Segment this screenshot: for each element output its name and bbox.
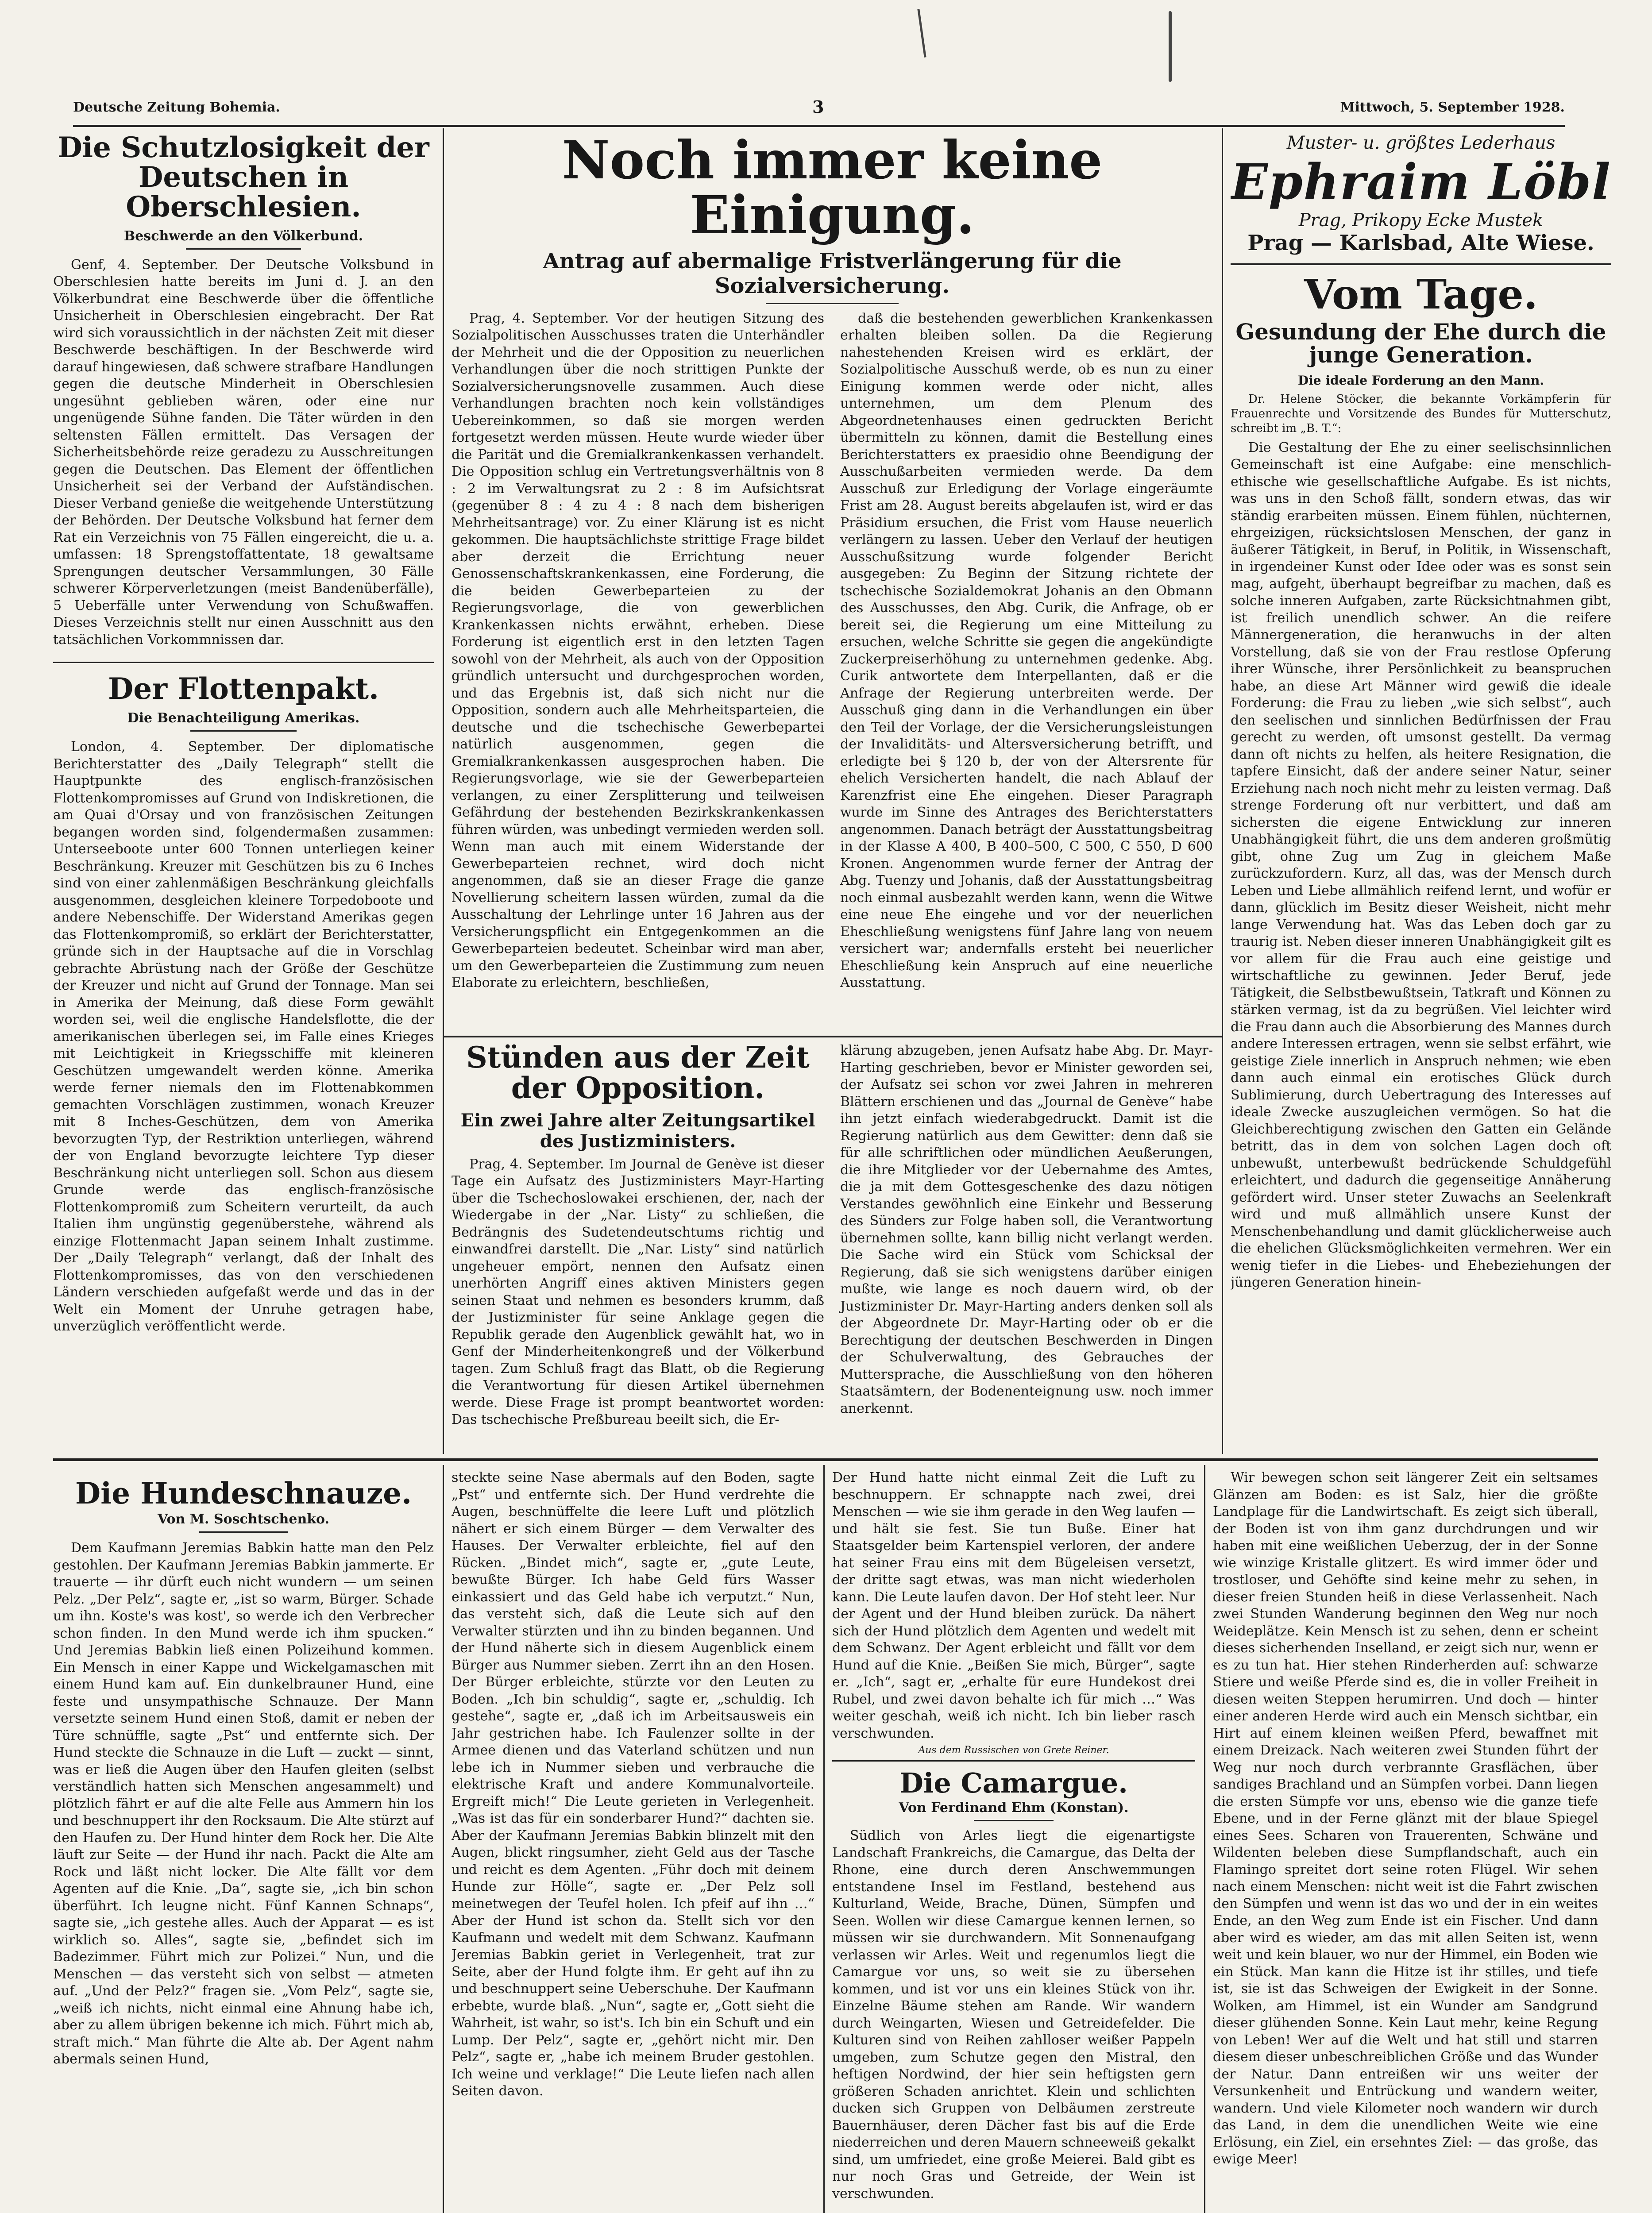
bottom-column-rule-1 <box>443 1465 444 2213</box>
bottom-column-rule-2 <box>823 1465 825 2213</box>
column-rule-2 <box>1222 128 1223 1454</box>
hund-col-2 <box>452 1469 814 2100</box>
kicker-vom-tage: Vom Tage. <box>1304 270 1538 318</box>
hund-col-2-wrap <box>452 1469 814 2213</box>
headline-gesundung: Gesundung der Ehe durch die junge Generation. <box>1235 318 1606 368</box>
article-schutzlosigkeit <box>53 133 434 648</box>
stunden-col-1-wrap <box>452 1042 824 1429</box>
article-einigung <box>452 133 1213 1027</box>
bottom-column-rule-3 <box>1204 1465 1205 2213</box>
subhead-einigung: Antrag auf abermalige Fristverlängerung für die Sozialversicherung. <box>543 248 1122 298</box>
column-left <box>53 133 434 1443</box>
masthead-page-number: 3 <box>812 97 824 117</box>
subhead-gesundung: Die ideale Forderung an den Mann. <box>1297 373 1544 388</box>
masthead-paper-name: Deutsche Zeitung Bohemia. <box>73 100 280 115</box>
masthead-date: Mittwoch, 5. September 1928. <box>1340 100 1565 115</box>
footnote-translation: Aus dem Russischen von Grete Reiner. <box>918 1745 1109 1756</box>
subhead-flottenpakt: Die Benachteiligung Amerikas. <box>127 710 360 726</box>
stunden-col-1 <box>452 1156 824 1429</box>
headline-stunden: Stünden aus der Zeit der Opposition. <box>466 1042 810 1106</box>
camargue-col-2-wrap <box>1213 1469 1598 2213</box>
ad-city: Prag — Karlsbad, Alte Wiese. <box>1247 231 1594 255</box>
article-separator <box>444 1036 1222 1037</box>
hund-col-1 <box>53 1540 434 2068</box>
feuilleton-rule <box>53 1458 1598 1461</box>
article-stunden <box>452 1042 1213 1450</box>
subhead-stunden: Ein zwei Jahre alter Zeitungsartikel des Justizministers. <box>460 1110 815 1152</box>
headline-flottenpakt: Der Flottenpakt. <box>108 671 379 706</box>
paragraph: klärung abzugeben, jenen Aufsatz habe Abg. Dr. Mayr-Harting geschrieben, bevor er Minister geworden sei, der Aufsatz sei schon vor zwei Jahren in mehreren Blättern erschienen und das „Journal de Genève“ habe ihn jetzt einfach wiederabgedruckt. Damit ist die Regierung natürlich aus dem Gewitter: denn daß sie für alle schriftlichen oder mündlichen Aeußerungen, die ihre Mitglieder vor der Uebernahme des Amtes, die ja mit dem Gottesgeschenke des dazu nötigen Verstandes gewöhnlich eine Einkehr und Besserung des Sünders zur Folge haben soll, die Verantwortung übernehmen sollte, kann billig nicht verlangt werden. Die Sache wird ein Stück vom Schicksal der Regierung, daß sie sich wenigstens darüber einigen mußte, wie lange es noch dauern wird, ob der Justizminister Dr. Mayr-Harting anders denken soll als der Abgeordnete Dr. Mayr-Harting oder ob er die Berechtigung der deutschen Beschwerden in Dingen der Schulverwaltung, des Gebrauches der Muttersprache, die Ausschließung von den höheren Staatsämtern, der Bodenenteignung usw. noch immer anerkennt. <box>840 1043 1213 1416</box>
headline-hundeschnauze: Die Hundeschnauze. <box>75 1476 412 1511</box>
body-gesundung <box>1231 440 1611 1292</box>
einigung-col-1 <box>452 310 824 992</box>
paragraph: Prag, 4. September. Vor der heutigen Sitzung des Sozialpolitischen Ausschusses traten die Unterhändler der Mehrheit und die der Opposition zu neuerlichen Verhandlungen über die noch strittigen Punkte der Sozialversicherungsnovelle zusammen. Auch diese Verhandlungen brachten noch kein vollständiges Uebereinkommen, so daß sie morgen werden fortgesetzt werden müssen. Heute wurde wieder über die Parität und die Gremialkrankenkassen verhandelt. Die Opposition schlug ein Vertretungsverhältnis von 8 : 2 im Verwaltungsrat zu 2 : 8 im Aufsichtsrat (gegenüber 8 : 4 zu 4 : 8 nach dem bisherigen Mehrheitsantrage) vor. Zu einer Klärung ist es nicht gekommen. Die hauptsächlichste strittige Frage bildet aber derzeit die Errichtung neuer Genossenschaftskrankenkassen, eine Forderung, die die beiden Gewerbeparteien zu der Regierungsvorlage, die von gewerblichen Krankenkassen nichts erwähnt, erheben. Diese Forderung ist eigentlich erst in den letzten Tagen sowohl von der Mehrheit, als auch von der Opposition gründlich untersucht und durchgesprochen worden, und das Ergebnis ist, daß sich nicht nur die Opposition, sondern auch alle Mehrheitsparteien, die deutsche und die tschechische Gewerbepartei natürlich ausgenommen, gegen die Gremialkrankenkassen ausgesprochen haben. Die Regierungsvorlage, wie sie der Gewerbeparteien verlangen, zu einer Zersplitterung und teilweisen Gefährdung der bestehenden Bezirkskrankenkassen führen würden, was unbedingt vermieden werden soll. Wenn man auch mit einem Widerstande der Gewerbeparteien rechnet, wird doch nicht angenommen, daß sie an dieser Frage die ganze Novellierung scheitern lassen würden, zumal da die Ausschaltung der Lehrlinge unter 16 Jahren aus der Versicherungspflicht ein Entgegenkommen an die Gewerbeparteien bedeutet. Scheinbar wird man aber, um den Gewerbeparteien die Zustimmung zum neuen Elaborate zu erleichtern, beschließen, <box>452 310 824 991</box>
paragraph: Südlich von Arles liegt die eigenartigste Landschaft Frankreichs, die Camargue, das Delta der Rhone, eine durch deren Anschwemmungen entstandene Insel im Festland, bestehend aus Kulturland, Weide, Brache, Dünen, Sümpfen und Seen. Wollen wir diese Camargue kennen lernen, so müssen wir sie durchwandern. Mit Sonnenaufgang verlassen wir Arles. Weit und regenumlos liegt die Camargue vor uns, so weit sie zu übersehen kommen, und ist vor uns ein kleines Stück von ihr. Einzelne Bäume stehen am Rande. Wir wandern durch Weingarten, Wiesen und Getreidefelder. Die Kulturen sind von Reihen zahlloser weißer Pappeln umgeben, zum Schutze gegen den Mistral, den heftigen Nordwind, der hier sein heftigsten gern größeren Schaden anrichtet. Klein und schlichten ducken sich Gruppen von Delbäumen zerstreute Bauernhäuser, deren Dächer fast bis auf die Erde niederreichen und deren Mauern schneeweiß gekalkt sind, um umfriedet, eine große Meierei. Bald gibt es nur noch Gras und Getreide, der Wein ist verschwunden. <box>832 1828 1195 2201</box>
paragraph: London, 4. September. Der diplomatische Berichterstatter des „Daily Telegraph“ stellt die Hauptpunkte des englisch-französischen Flottenkompromisses auf Grund von Indiskretionen, die am Quai d'Orsay und von französischen Zeitungen begangen worden sind, folgendermaßen zusammen: Unterseeboote unter 600 Tonnen unterliegen keiner Beschränkung. Kreuzer mit Geschützen bis zu 6 Inches sind von einer zahlenmäßigen Beschränkung gleichfalls ausgenommen, desgleichen kleinere Torpedoboote und andere Nebenschiffe. Der Widerstand Amerikas gegen das Flottenkompromiß, so erklärt der Berichterstatter, gründe sich in der Hauptsache auf die in Vorschlag gebrachte Abrüstung nach der Größe der Geschütze der Kreuzer und nicht auf Grund der Tonnage. Man sei in Amerika der Meinung, daß diese Form gewählt worden sei, weil die englische Handelsflotte, die der amerikanischen überlegen sei, im Falle eines Krieges mit Leichtigkeit in Kriegsschiffe mit kleineren Geschützen umgewandelt werden könne. Amerika werde ferner niemals den im Flottenabkommen gemachten Vorschlägen zustimmen, wonach Kreuzer mit 8 Inches-Geschützen, dem von Amerika bevorzugten Typ, der Restriktion unterliegen, während der von England bevorzugte leichtere Typ dieser Beschränkung nicht unterliegen soll. Schon aus diesem Grunde werde das englisch-französische Flottenkompromiß zum Scheitern verurteilt, da auch Italien ihm ungünstig gegenüberstehe, während als einzige Flottenmacht Japan seinem Inhalt zustimme. Der „Daily Telegraph“ verlangt, daß der Inhalt des Flottenkompromisses, das von den verschiedenen Ländern verschieden aufgefaßt werde und das in der Welt ein Moment der Unruhe getragen habe, unverzüglich veröffentlicht werde. <box>53 739 434 1334</box>
einigung-col-2 <box>840 310 1213 992</box>
bottom-col-3 <box>832 1469 1195 2213</box>
article-separator <box>832 1760 1195 1762</box>
article-flottenpakt <box>53 671 434 1335</box>
camargue-col-2 <box>1213 1469 1598 2168</box>
headline-camargue: Die Camargue. <box>899 1767 1128 1799</box>
einigung-columns <box>452 310 1213 992</box>
headline-schutzlosigkeit: Die Schutzlosigkeit der Deutschen in Oberschlesien. <box>58 133 429 224</box>
rule-short <box>186 248 301 250</box>
rule-short <box>190 730 297 732</box>
camargue-col-1 <box>832 1827 1195 2202</box>
intro-gesundung <box>1231 392 1611 436</box>
paragraph: steckte seine Nase abermals auf den Boden, sagte „Pst“ und entfernte sich. Der Hund verdrehte die Augen, beschnüffelte die leere Luft und plötzlich nähert er sich einem Bürger — dem Verwalter des Hauses. Der Verwalter erbleichte, fiel auf den Rücken. „Bindet mich“, sagte er, „gute Leute, bewußte Bürger. Ich habe Geld fürs Wasser einkassiert und das Geld habe ich verputzt.“ Nun, das versteht sich, daß die Leute sich auf den Verwalter stürzten und ihn zu binden begannen. Und der Hund näherte sich in diesem Augenblick einem Bürger aus Nummer sieben. Zerrt ihn an den Hosen. Der Bürger erbleichte, stürzte vor den Leuten zu Boden. „Ich bin schuldig“, sagte er, „schuldig. Ich gestehe“, sagte er, „daß ich im Arbeitsausweis ein Jahr gestrichen habe. Ich Faulenzer sollte in der Armee dienen und das Vaterland schützen und nun lebe ich in Nummer sieben und verbrauche die elektrische Kraft und andere Kommunalvorteile. Ergreift mich!“ Die Leute gerieten in Verlegenheit. „Was ist das für ein sonderbarer Hund?“ dachten sie. Aber der Kaufmann Jeremias Babkin blinzelt mit den Augen, blickt ringsumher, zieht Geld aus der Tasche und reicht es dem Agenten. „Führ doch mit deinem Hunde zur Hölle“, sagte er. „Der Pelz soll meinetwegen der Teufel holen. Ich pfeif auf ihn …“ Aber der Hund ist schon da. Stellt sich vor den Kaufmann und wedelt mit dem Schwanz. Kaufmann Jeremias Babkin geriet in Verlegenheit, trat zur Seite, aber der Hund folgte ihm. Er geht auf ihn zu und beschnuppert seine Ueberschuhe. Der Kaufmann erbebte, wurde blaß. „Nun“, sagte er, „Gott sieht die Wahrheit, ist wahr, so ist's. Ich bin ein Schuft und ein Lump. Der Pelz“, sagte er, „gehört nicht mir. Den Pelz“, sagte er, „habe ich meinem Bruder gestohlen. Ich weine und verklage!“ Die Leute liefen nach allen Seiten davon. <box>452 1470 814 2099</box>
rule-short <box>974 1820 1054 1821</box>
paragraph: Dr. Helene Stöcker, die bekannte Vorkämpferin für Frauenrechte und Vorsitzende des Bundes für Mutterschutz, schreibt im „B. T.“: <box>1231 392 1611 435</box>
column-rule-1 <box>443 128 444 1454</box>
article-vom-tage <box>1231 270 1611 1292</box>
stunden-col-2 <box>840 1042 1213 1429</box>
article-hundeschnauze <box>53 1469 434 2213</box>
pencil-mark-1 <box>917 9 926 58</box>
paragraph: Wir bewegen schon seit längerer Zeit ein seltsames Glänzen am Boden: es ist Salz, hier die größte Landplage für die Landwirtschaft. Es zeigt sich überall, der Boden ist von ihm ganz durchdrungen und wir haben mit eine weißlichen Ueberzug, der in der Sonne wie winzige Kristalle glitzert. Es wird immer öder und trostloser, und Gehöfte sind keine mehr zu sehen, in dieser freien Stunden heiß in diese Verlassenheit. Nach zwei Stunden Wanderung beginnen den Weg nur noch Weideplätze. Kein Mensch ist zu sehen, denn er scheint dieses sicherhenden Inselland, er zeigt sich nur, wenn er es zu tun hat. Hier stehen Rinderherden auf: schwarze Stiere und weiße Pferde sind es, die in voller Freiheit in diesen weiten Steppen herumirren. Und doch — hinter einer anderen Herde wird auch ein Mensch sichtbar, ein Hirt auf einem kleinen weißen Pferd, bewaffnet mit einem Dreizack. Nach weiteren zwei Stunden führt der Weg nur noch durch verbrannte Grasflächen, über sandiges Brachland und an Sümpfen vorbei. Dann liegen die ersten Sümpfe vor uns, ebenso wie die ganze tiefe Ebene, und in der Ferne glänzt mit der blaue Spiegel eines Sees. Scharen von Trauerenten, Schwäne und Wildenten beleben diese Sumpflandschaft, auch ein Flamingo spreitet dort seine roten Flügel. Wir sehen nach einem Menschen: nicht weit ist die Fahrt zwischen den Sümpfen und wenn ist das wo und der in ein weites Ende, an den Weg zum Ende ist ein Fischer. Und dann aber wird es wieder, am das mit allen Seiten ist, wenn weit und kein blauer, wo nur der Himmel, ein Boden wie ein Stück. Man kann die Hitze ist ihr stilles, und tiefe ist, sie ist das Schweigen der Ewigkeit in der Sonne. Wolken, am Himmel, ist ein Wunder am Sandgrund dieser glühenden Sonne. Kein Laut mehr, keine Regung von Leben! Wer auf die Welt und hat still und starren diesem dieser unbeschreiblichen Größe und das Wunder der Natur. Dann entreißen wir uns weiter der Versunkenheit und Entrückung und wandern weiter, wandern. Und viele Kilometer noch wandern wir durch das Land, in dem die unendlichen Weite wie eine Erlösung, ein Ziel, ein ersehntes Ziel: — das große, das ewige Meer! <box>1213 1470 1598 2167</box>
body-schutzlosigkeit <box>53 257 434 649</box>
subhead-schutzlosigkeit: Beschwerde an den Völkerbund. <box>124 228 363 244</box>
masthead-rule <box>73 125 1565 127</box>
paragraph: Der Hund hatte nicht einmal Zeit die Luft zu beschnuppern. Er schnappte nach zwei, drei Menschen — wie sie ihm gerade in den Weg laufen — und hält sie fest. Sie tun Buße. Einer hat Staatsgelder beim Kartenspiel verloren, der andere hat seiner Frau eins mit dem Bügeleisen versetzt, der dritte sagt etwas, was man nicht wiederholen kann. Die Leute laufen davon. Der Hof steht leer. Nur der Agent und der Hund bleiben zurück. Da nähert sich der Hund plötzlich dem Agenten und wedelt mit dem Schwanz. Der Agent erbleicht und fällt vor dem Hund auf die Knie. „Beißen Sie mich, Bürger“, sagte er. „Ich“, sagt er, „erhalte für eure Hundekost drei Rubel, und zwei davon behalte ich für mich …“ Was weiter geschah, weiß ich nicht. Ich bin lieber rasch verschwunden. <box>832 1470 1195 1741</box>
masthead <box>73 91 1565 122</box>
byline-hundeschnauze: Von M. Soschtschenko. <box>158 1511 329 1527</box>
paragraph: Dem Kaufmann Jeremias Babkin hatte man den Pelz gestohlen. Der Kaufmann Jeremias Babkin jammerte. Er trauerte — ihr dürft euch nicht wundern — um seinen Pelz. „Der Pelz“, sagte er, „ist so warm, Bürger. Schade um ihn. Koste's was kost', so werde ich den Verbrecher schon finden. In den Mund werde ich ihm spucken.“ Und Jeremias Babkin ließ einen Polizeihund kommen. Ein Mensch in einer Kappe und Wickelgamaschen mit einem Hund kam auf. Ein dunkelbrauner Hund, eine feste und unsympathische Schnauze. Der Mann versetzte seinem Hund einen Stoß, damit er neben der Türe schnüffle, sagte „Pst“ und entfernte sich. Der Hund steckte die Schnauze in die Luft — zuckt — sinnt, was er ließ die Augen über den Haufen gleiten (selbst verständlich hatten sich Menschen angesammelt) und plötzlich fährt er auf die alte Felle aus Ammern hin los und beschnuppert ihr den Rocksaum. Die Alte stürzt auf den Haufen zu. Der Hund hinter dem Rock her. Die Alte läuft zur Seite — der Hund ihr nach. Packt die Alte am Rock und läßt nicht locker. Die Alte fällt vor dem Agenten auf die Knie. „Da“, sagte sie, „ich bin schon überführt. Ich leugne nicht. Fünf Kannen Schnaps“, sagte sie, „ich gestehe alles. Auch der Apparat — es ist wirklich so. Alles“, sagte sie, „befindet sich im Badezimmer. Führt mich zur Polizei.“ Nun, und die Menschen — das versteht sich von selbst — atmeten auf. „Und der Pelz?“ fragen sie. „Vom Pelz“, sagte sie, „weiß ich nichts, nicht einmal eine Ahnung habe ich, aber zu allem übrigen bekenne ich mich. Führt mich ab, straft mich.“ Man führte die Alte ab. Der Agent nahm abermals seinen Hund, <box>53 1540 434 2067</box>
headline-einigung: Noch immer keine Einigung. <box>562 133 1103 246</box>
paragraph: Prag, 4. September. Im Journal de Genève ist dieser Tage ein Aufsatz des Justizministers Mayr-Harting über die Tschechoslowakei erschienen, der, nach der Wiedergabe in der „Nar. Listy“ zu schließen, die Bedrängnis des Sudetendeutschtums richtig und einwandfrei darstellt. Die „Nar. Listy“ sind natürlich ungeheuer empört, nennen den Aufsatz einen unerhörten Angriff eines aktiven Ministers gegen seinen Staat und nehmen es besonders krumm, daß der Justizminister für seine Anklage gegen die Republik gerade den Augenblick gewählt hat, wo in Genf der Minderheitenkongreß und der Völkerbund tagen. Zum Schluß fragt das Blatt, ob die Regierung die Verantwortung für diesen Artikel übernehmen werde. Diese Frage ist prompt beantwortet worden: Das tschechische Preßbureau beeilt sich, die Er- <box>452 1156 824 1428</box>
column-right <box>1231 133 1611 1443</box>
advertisement <box>1231 133 1611 255</box>
hund-col-3 <box>832 1469 1195 1742</box>
ad-line-3: Prag, Prikopy Ecke Mustek <box>1298 210 1544 231</box>
pencil-mark-2 <box>1169 11 1172 82</box>
byline-camargue: Von Ferdinand Ehm (Konstan). <box>899 1800 1129 1816</box>
paragraph: Genf, 4. September. Der Deutsche Volksbund in Oberschlesien hatte bereits im Juni d. J. an den Völkerbundrat eine Beschwerde über die öffentliche Unsicherheit in Oberschlesien eingebracht. Der Rat wird sich voraussichtlich in der nächsten Zeit mit dieser Beschwerde beschäftigen. In der Beschwerde wird darauf hingewiesen, daß schwere strafbare Handlungen gegen die deutsche Minderheit in Oberschlesien ungesühnt geblieben wären, oder eine nur ungenügende Sühne fanden. Die Täter würden in den seltensten Fällen ermittelt. Das Versagen der Sicherheitsbehörde reize geradezu zu Ausschreitungen gegen die Deutschen. Das Element der öffentlichen Unsicherheit sei der Verband der Aufständischen. Dieser Verband genieße die weitgehende Unterstützung der Behörden. Der Deutsche Volksbund hat ferner dem Rat ein Verzeichnis von 75 Fällen eingereicht, die u. a. umfassen: 18 Sprengstoffattentate, 18 gewaltsame Sprengungen deutscher Versammlungen, 30 Fälle schwerer Körperverletzungen (meist Bandenüberfälle), 5 Ueberfälle unter Verwendung von Schußwaffen. Dieses Verzeichnis stellt nur einen Ausschnitt aus den tatsächlichen Vorkommnissen dar. <box>53 257 434 648</box>
paragraph: daß die bestehenden gewerblichen Krankenkassen erhalten bleiben sollen. Da die Regierung nahestehenden Kreisen wird es erklärt, der Sozialpolitische Ausschuß werde, ob es nun zu einer Einigung kommen werde oder nicht, alles unternehmen, um dem Plenum des Abgeordnetenhauses einen gedruckten Bericht übermitteln zu können, damit die Bestellung eines Berichterstatters ex praesidio ohne Beendigung der Ausschußarbeiten vermieden werde. Da dem Ausschuß zur Erledigung der Vorlage eingeräumte Frist am 28. August bereits abgelaufen ist, wird er das Präsidium ersuchen, die Frist vom Hause neuerlich verlängern zu lassen. Ueber den Verlauf der heutigen Ausschußsitzung wurde folgender Bericht ausgegeben: Zu Beginn der Sitzung richtete der tschechische Sozialdemokrat Johanis an den Obmann des Ausschusses, den Abg. Curik, die Anfrage, ob er bereit sei, die Regierung um eine Mitteilung zu ersuchen, welche Schritte sie gegen die angekündigte Zuckerpreiserhöhung zu unternehmen gedenke. Abg. Curik antwortete dem Interpellanten, daß er die Anfrage der Regierung unterbreiten werde. Der Ausschuß ging dann in die Verhandlungen ein über den Teil der Vorlage, der die Versicherungsleistungen der Invaliditäts- und Altersversicherung betrifft, und erledigte bei § 120 b, der von der Altersrente für ehelich Versicherten handelt, die nach Ablauf der Karenzfrist eine Ehe eingehen. Dieser Paragraph wurde im Sinne des Antrages des Berichterstatters angenommen. Danach beträgt der Ausstattungsbeitrag in der Klasse A 400, B 400–500, C 500, C 550, D 600 Kronen. Angenommen wurde ferner der Antrag der Abg. Tuenzy und Johanis, daß der Ausstattungsbeitrag noch einmal ausbezahlt werden kann, wenn die Witwe eine neue Ehe eingehe und vor der neuerlichen Eheschließung wenigstens fünf Jahre lang von neuem versichert war; andernfalls ersteht bei neuerlicher Eheschließung kein Anspruch auf eine neuerliche Ausstattung. <box>840 310 1213 991</box>
rule-short <box>766 303 899 304</box>
ad-line-1: Muster- u. größtes Lederhaus <box>1286 133 1556 153</box>
rule-short <box>199 1531 288 1533</box>
ad-brand-name: Ephraim Löbl <box>1231 153 1611 210</box>
paragraph: Die Gestaltung der Ehe zu einer seelischsinnlichen Gemeinschaft ist eine Aufgabe: eine menschlich-ethische wie gesellschaftliche Aufgabe. Es ist nichts, was uns in den Schoß fällt, sondern etwas, das wir ständig erarbeiten müssen. Einem fühlen, nüchternen, ehrgeizigen, rücksichtslosen Menschen, der ganz in äußerer Tätigkeit, in Beruf, in Politik, in Wissenschaft, in irgendeiner Kunst oder Idee oder was es sonst sein mag, aufgeht, überhaupt begreifbar zu machen, daß es solche inneren Aufgaben, zarte Rücksichtnahmen gibt, ist freilich unendlich schwer. An die reifere Männergeneration, die heranwuchs in der alten Vorstellung, daß sie von der Frau restlose Opferung ihrer Wünsche, ihrer Persönlichkeit zu beanspruchen habe, an diese Art Männer wird gewiß die ideale Forderung: die Frau zu lieben „wie sich selbst“, auch den seelischen und sinnlichen Bedürfnissen der Frau gerecht zu werden, oft umsonst gestellt. Da vermag dann oft nichts zu helfen, als heitere Resignation, die tapfere Einsicht, daß der andere seiner Natur, seiner Erziehung nach noch nicht mehr zu leisten vermag. Daß strenge Forderung oft nur verbittert, und daß am sichersten die eigene Entwicklung zur inneren Unabhängigkeit führt, die uns dem anderen großmütig gibt, ohne Zug um Zug in gleichem Maße zurückzufordern. Kurz, all das, was der Mensch durch Leben und Liebe allmählich reifend lernt, und wofür er dann, glücklich im Besitz dieser Weisheit, nicht mehr lange Verwendung hat. Was das Leben doch gar zu traurig ist. Neben dieser inneren Unabhängigkeit gilt es vor allem für die Frau auch eine geistige und wirtschaftliche zu gewinnen. Jeder Beruf, jede Tätigkeit, die Selbstbewußtsein, Tatkraft und Können zu stärken vermag, ist da zu begrüßen. Viel leichter wird die Frau dann auch die Absorbierung des Mannes durch andere Interessen ertragen, wenn sie selbst erfährt, wie geistige Ziele innerlich in Anspruch nehmen; wie eben dann auch einmal ein erotisches Glück durch Sublimierung, durch Uebertragung des Interesses auf ideale Zwecke auszugleichen vermögen. So hat die Gleichberechtigung zwischen den Gatten ein Gelände betritt, das in dem von solchen Lagen doch oft unbewußt, unterbewußt bedrückende Schuldgefühl erleichtert, und dadurch die gegenseitige Annäherung gefördert wird. Unser steter Zuwachs an Seelenkraft wird und muß allmählich unsere Kunst der Menschenbehandlung und damit glücklicherweise auch die ehelichen Glücksmöglichkeiten vermehren. Wer ein wenig tiefer in die Liebes- und Ehebeziehungen der jüngeren Generation hinein- <box>1231 440 1611 1291</box>
ad-separator <box>1231 263 1611 265</box>
article-separator <box>53 662 434 663</box>
stunden-layout <box>452 1042 1213 1429</box>
body-flottenpakt <box>53 739 434 1335</box>
